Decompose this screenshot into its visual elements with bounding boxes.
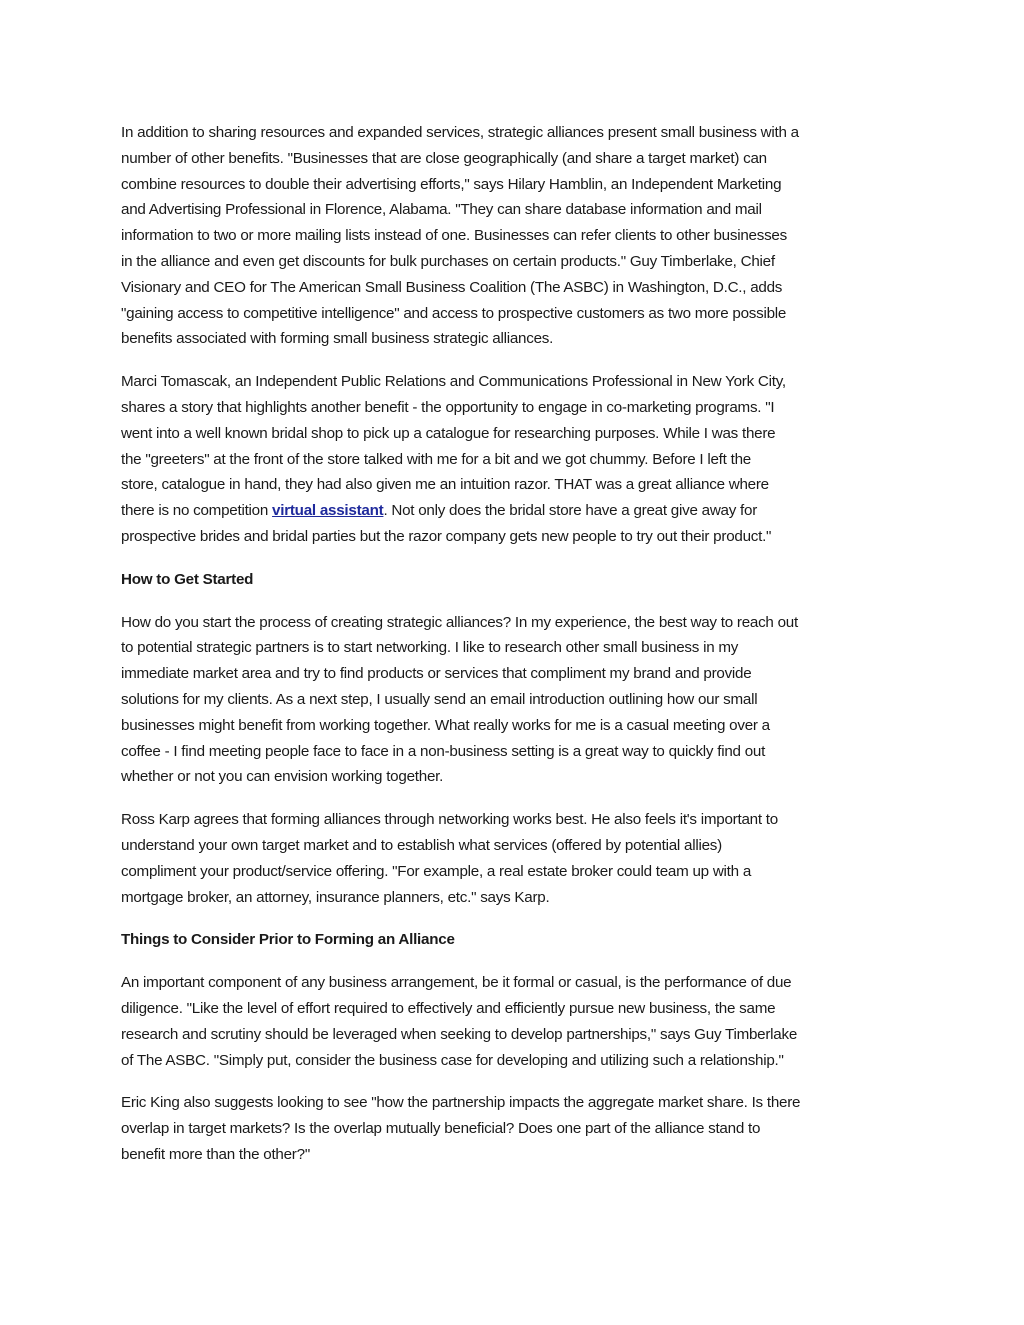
text-line: diligence. "Like the level of effort required to effectively and efficiently pursue new business, the same — [121, 999, 776, 1017]
text-line: whether or not you can envision working together. — [121, 768, 444, 786]
paragraph-co-marketing — [121, 369, 921, 550]
section-heading-things-to-consider: Things to Consider Prior to Forming an Alliance — [121, 931, 455, 949]
virtual-assistant-link[interactable]: virtual assistant — [272, 502, 384, 520]
text-line: "gaining access to competitive intelligence" and access to prospective customers as two more possible — [121, 304, 787, 322]
text-line: information to two or more mailing lists instead of one. Businesses can refer clients to other businesses — [121, 227, 787, 245]
text-line: Eric King also suggests looking to see "how the partnership impacts the aggregate market share. Is there — [121, 1094, 801, 1112]
paragraph-ross-karp — [121, 807, 921, 910]
text-line: mortgage broker, an attorney, insurance planners, etc." says Karp. — [121, 888, 550, 906]
text-line: overlap in target markets? Is the overlap mutually beneficial? Does one part of the alliance stand to — [121, 1120, 761, 1138]
link-line-prefix: there is no competition — [121, 502, 273, 520]
text-line: in the alliance and even get discounts for bulk purchases on certain products." Guy Timberlake, Chief — [121, 252, 775, 270]
text-line: prospective brides and bridal parties but the razor company gets new people to try out their product." — [121, 527, 772, 545]
text-line: store, catalogue in hand, they had also given me an intuition razor. THAT was a great alliance where — [121, 476, 769, 494]
text-line: Ross Karp agrees that forming alliances through networking works best. He also feels it's important to — [121, 811, 778, 829]
text-line: research and scrutiny should be leveraged when seeking to develop partnerships," says Guy Timberlake — [121, 1025, 798, 1043]
text-line: the "greeters" at the front of the store talked with me for a bit and we got chummy. Before I left the — [121, 450, 751, 468]
text-line: Visionary and CEO for The American Small Business Coalition (The ASBC) in Washington, D.C., adds — [121, 278, 783, 296]
text-line: In addition to sharing resources and expanded services, strategic alliances present small business with a — [121, 124, 799, 141]
link-line-suffix: . Not only does the bridal store have a great give away for — [383, 502, 758, 520]
text-line: benefits associated with forming small business strategic alliances. — [121, 330, 554, 348]
document-page — [121, 120, 921, 1185]
text-line: immediate market area and try to find products or services that compliment my brand and provide — [121, 665, 752, 683]
paragraph-eric-king — [121, 1090, 921, 1167]
paragraph-networking — [121, 610, 921, 791]
text-line: businesses might benefit from working together. What really works for me is a casual meeting over a — [121, 716, 770, 734]
text-line: coffee - I find meeting people face to face in a non-business setting is a great way to quickly find out — [121, 742, 766, 760]
text-line-with-link — [121, 498, 921, 524]
text-line: An important component of any business arrangement, be it formal or casual, is the performance of due — [121, 974, 792, 992]
text-line: to potential strategic partners is to start networking. I like to research other small business in my — [121, 639, 739, 657]
section-heading-how-to-get-started: How to Get Started — [121, 570, 254, 588]
text-line: understand your own target market and to establish what services (offered by potential allies) — [121, 836, 722, 854]
text-line: combine resources to double their advertising efforts," says Hilary Hamblin, an Independent Marketing — [121, 175, 782, 193]
text-line: went into a well known bridal shop to pick up a catalogue for researching purposes. While I was there — [121, 424, 776, 442]
paragraph-benefits — [121, 120, 921, 352]
text-line: of The ASBC. "Simply put, consider the business case for developing and utilizing such a relationship." — [121, 1051, 784, 1069]
text-line: Marci Tomascak, an Independent Public Relations and Communications Professional in New York City, — [121, 373, 786, 391]
text-line: benefit more than the other?" — [121, 1145, 310, 1163]
text-line: compliment your product/service offering. "For example, a real estate broker could team up with a — [121, 862, 752, 880]
text-line: How do you start the process of creating strategic alliances? In my experience, the best way to reach out — [121, 613, 798, 631]
text-line: shares a story that highlights another benefit - the opportunity to engage in co-marketing programs. "I — [121, 398, 775, 416]
text-line: and Advertising Professional in Florence, Alabama. "They can share database information and mail — [121, 201, 762, 219]
text-line: solutions for my clients. As a next step, I usually send an email introduction outlining how our small — [121, 690, 758, 708]
text-line: number of other benefits. "Businesses that are close geographically (and share a target market) can — [121, 149, 767, 167]
paragraph-due-diligence — [121, 970, 921, 1073]
